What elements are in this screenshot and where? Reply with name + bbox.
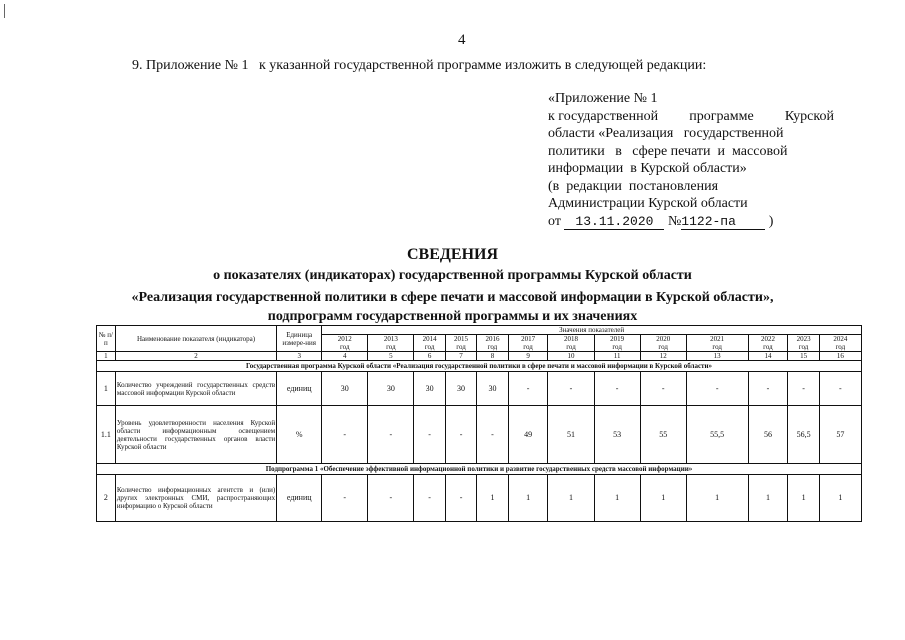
year-cell: 2024 год xyxy=(819,335,861,352)
column-number: 7 xyxy=(445,352,476,361)
scan-edge-mark xyxy=(4,4,5,18)
row-num: 2 xyxy=(97,475,116,522)
value-cell: 1 xyxy=(686,475,748,522)
appendix-line: информации в Курской области» xyxy=(548,161,747,176)
title-line: о показателях (индикаторах) государственной программы Курской области xyxy=(213,268,692,283)
appendix-line: (в редакции постановления xyxy=(548,178,719,194)
section-title: Государственная программа Курской области «Реализация государственной политики в сфере печати и массовой информации в Курской области» xyxy=(97,361,862,372)
column-number: 4 xyxy=(322,352,368,361)
page-number: 4 xyxy=(458,32,466,48)
value-cell: 30 xyxy=(445,372,476,406)
decree-date: 13.11.2020 xyxy=(564,215,664,230)
value-cell: 1 xyxy=(640,475,686,522)
row-name: Уровень удовлетворенности населения Курской области информационным освещением деятельности государственных органов власти Курской области xyxy=(115,406,276,464)
row-num: 1 xyxy=(97,372,116,406)
section-row xyxy=(97,464,862,475)
column-number-row xyxy=(97,352,862,361)
section-row xyxy=(97,361,862,372)
column-number: 10 xyxy=(548,352,594,361)
value-cell: - xyxy=(477,406,508,464)
row-num: 1.1 xyxy=(97,406,116,464)
value-cell: - xyxy=(445,475,476,522)
value-cell: 1 xyxy=(594,475,640,522)
value-cell: - xyxy=(368,406,414,464)
column-number: 11 xyxy=(594,352,640,361)
header-values: Значения показателей xyxy=(322,326,862,335)
indicators-table xyxy=(96,325,862,522)
column-number: 6 xyxy=(414,352,445,361)
table-row xyxy=(97,406,862,464)
value-cell: - xyxy=(686,372,748,406)
table-row xyxy=(97,475,862,522)
appendix-line: области «Реализация государственной xyxy=(548,126,784,141)
title-line: «Реализация государственной политики в сфере печати и массовой информации в Курской области», xyxy=(131,290,774,305)
value-cell: 56,5 xyxy=(788,406,819,464)
value-cell: - xyxy=(594,372,640,406)
row-unit: единиц xyxy=(277,372,322,406)
amendment-paragraph: 9. Приложение № 1 к указанной государственной программе изложить в следующей редакции: xyxy=(132,58,707,73)
title-line: подпрограмм государственной программы и их значениях xyxy=(267,309,638,324)
year-cell: 2019 год xyxy=(594,335,640,352)
year-cell: 2012 год xyxy=(322,335,368,352)
table-row xyxy=(97,372,862,406)
year-cell: 2020 год xyxy=(640,335,686,352)
appendix-block xyxy=(548,90,834,230)
year-cell: 2022 год xyxy=(748,335,788,352)
header-num: № п/п xyxy=(97,326,116,352)
row-unit: единиц xyxy=(277,475,322,522)
value-cell: - xyxy=(445,406,476,464)
year-cell: 2017 год xyxy=(508,335,548,352)
value-cell: - xyxy=(414,475,445,522)
column-number: 2 xyxy=(115,352,276,361)
column-number: 16 xyxy=(819,352,861,361)
value-cell: - xyxy=(548,372,594,406)
appendix-line: «Приложение № 1 xyxy=(548,91,658,106)
column-number: 14 xyxy=(748,352,788,361)
column-number: 8 xyxy=(477,352,508,361)
value-cell: 1 xyxy=(788,475,819,522)
column-number: 3 xyxy=(277,352,322,361)
value-cell: 30 xyxy=(322,372,368,406)
row-name: Количество информационных агентств и (или) других электронных СМИ, распространяющих информацию о Курской области xyxy=(115,475,276,522)
value-cell: 30 xyxy=(477,372,508,406)
column-number: 12 xyxy=(640,352,686,361)
value-cell: 53 xyxy=(594,406,640,464)
appendix-date-line: от 13.11.2020 №1122-па ) xyxy=(548,213,774,229)
value-cell: - xyxy=(368,475,414,522)
column-number: 9 xyxy=(508,352,548,361)
column-number: 13 xyxy=(686,352,748,361)
value-cell: - xyxy=(788,372,819,406)
row-name: Количество учреждений государственных средств массовой информации Курской области xyxy=(115,372,276,406)
value-cell: 51 xyxy=(548,406,594,464)
value-cell: - xyxy=(414,406,445,464)
value-cell: 55 xyxy=(640,406,686,464)
value-cell: - xyxy=(322,406,368,464)
header-row xyxy=(97,326,862,335)
value-cell: 30 xyxy=(368,372,414,406)
value-cell: - xyxy=(819,372,861,406)
value-cell: - xyxy=(322,475,368,522)
year-cell: 2014 год xyxy=(414,335,445,352)
row-unit: % xyxy=(277,406,322,464)
year-cell: 2018 год xyxy=(548,335,594,352)
header-unit: Единица измере-ния xyxy=(277,326,322,352)
year-cell: 2021 год xyxy=(686,335,748,352)
value-cell: - xyxy=(640,372,686,406)
section-title: Подпрограмма 1 «Обеспечение эффективной информационной политики и развитие государственных средств массовой информации» xyxy=(97,464,862,475)
value-cell: 1 xyxy=(748,475,788,522)
column-number: 5 xyxy=(368,352,414,361)
year-cell: 2016 год xyxy=(477,335,508,352)
value-cell: 1 xyxy=(819,475,861,522)
value-cell: 57 xyxy=(819,406,861,464)
value-cell: - xyxy=(748,372,788,406)
value-cell: 1 xyxy=(477,475,508,522)
year-cell: 2015 год xyxy=(445,335,476,352)
appendix-line: к государственной программе Курской xyxy=(548,108,834,124)
header-name: Наименование показателя (индикатора) xyxy=(115,326,276,352)
column-number: 1 xyxy=(97,352,116,361)
value-cell: 49 xyxy=(508,406,548,464)
value-cell: 1 xyxy=(508,475,548,522)
appendix-line: политики в сфере печати и массовой xyxy=(548,143,788,159)
year-cell: 2013 год xyxy=(368,335,414,352)
value-cell: 56 xyxy=(748,406,788,464)
value-cell: 55,5 xyxy=(686,406,748,464)
document-title: СВЕДЕНИЯ xyxy=(406,246,499,263)
value-cell: 1 xyxy=(548,475,594,522)
decree-number: 1122-па xyxy=(681,215,765,230)
column-number: 15 xyxy=(788,352,819,361)
value-cell: 30 xyxy=(414,372,445,406)
value-cell: - xyxy=(508,372,548,406)
appendix-line: Администрации Курской области xyxy=(548,196,748,211)
year-cell: 2023 год xyxy=(788,335,819,352)
